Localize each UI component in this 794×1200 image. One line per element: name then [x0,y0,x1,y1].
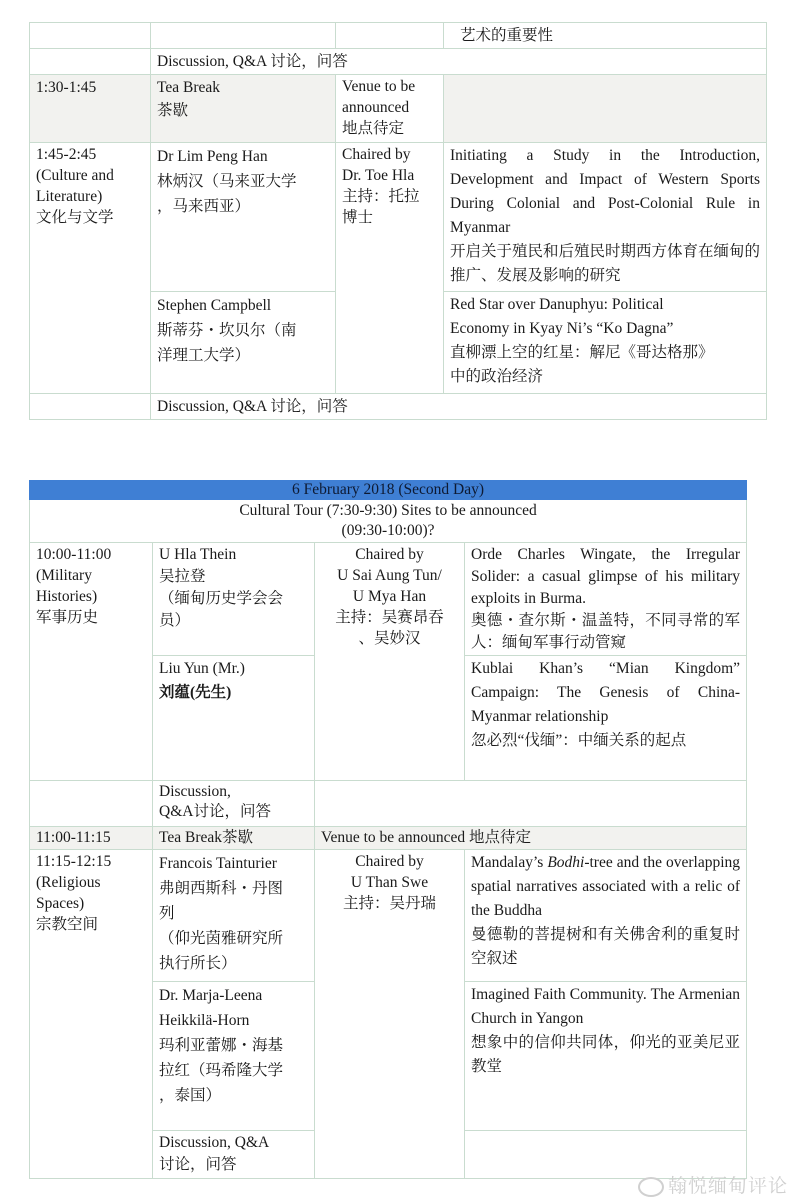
topic-cell: 艺术的重要性 [444,23,767,49]
venue-cell: Venue to be announced 地点待定 [315,827,747,850]
topic-cell: Red Star over Danuphyu: Political Economy in Kyay Ni’s “Ko Dagna” 直柳漂上空的红星：解尼《哥达格那》 中的政治经济 [444,292,767,394]
schedule-table-day2 [29,480,747,1179]
tea-break-cell: Tea Break茶歇 [153,827,315,850]
table-row [30,850,747,982]
empty-cell [315,781,747,827]
table-row [30,543,747,656]
table-row [30,75,767,143]
discussion-cell: Discussion, Q&A 讨论，问答 [151,49,767,75]
chair-cell [336,23,444,49]
discussion-cell: Discussion, Q&A讨论，问答 [153,781,315,827]
topic-cell: Kublai Khan’s “Mian Kingdom” Campaign: The Genesis of China-Myanmar relationship 忽必烈“伐缅”：中缅关系的起点 [465,656,747,781]
speaker-cell: Dr. Marja-Leena Heikkilä-Horn 玛利亚蕾娜・海基 拉红（玛希隆大学 ，泰国） [153,982,315,1131]
session-cell: 11:15-12:15 (Religious Spaces) 宗教空间 [30,850,153,1179]
topic-cell: Orde Charles Wingate, the Irregular Solider: a casual glimpse of his military exploits in Burma. 奥德・查尔斯・温盖特，不同寻常的军人：缅甸军事行动管窥 [465,543,747,656]
session-cell: 1:45-2:45 (Culture and Literature) 文化与文学 [30,143,151,394]
table-row [30,394,767,420]
time-cell [30,23,151,49]
schedule-table-day1 [29,22,767,420]
chat-bubble-icon [638,1177,664,1197]
topic-cell: Mandalay’s Bodhi-tree and the overlapping spatial narratives associated with a relic of the Buddha 曼德勒的菩提树和有关佛舍利的重复时空叙述 [465,850,747,982]
chair-cell: Chaired by Dr. Toe Hla 主持：托拉 博士 [336,143,444,394]
time-cell: 11:00-11:15 [30,827,153,850]
topic-cell: Initiating a Study in the Introduction, Development and Impact of Western Sports During Colonial and Post-Colonial Rule in Myanmar 开启关于殖民和后殖民时期西方体育在缅甸的推广、发展及影响的研究 [444,143,767,292]
table-row [30,143,767,292]
table-row [30,500,747,543]
cultural-tour-cell: Cultural Tour (7:30-9:30) Sites to be announced (09:30-10:00)? [30,500,747,543]
table-row [30,23,767,49]
speaker-cell: Dr Lim Peng Han 林炳汉（马来亚大学 ，马来西亚） [151,143,336,292]
time-cell [30,781,153,827]
speaker-cell: Liu Yun (Mr.) 刘蕴(先生) [153,656,315,781]
tea-break-cell: Tea Break 茶歇 [151,75,336,143]
topic-cell: Imagined Faith Community. The Armenian Church in Yangon 想象中的信仰共同体，仰光的亚美尼亚教堂 [465,982,747,1131]
session-cell: 10:00-11:00 (Military Histories) 军事历史 [30,543,153,781]
venue-cell: Venue to be announced 地点待定 [336,75,444,143]
table-row [30,49,767,75]
discussion-cell: Discussion, Q&A 讨论，问答 [153,1131,315,1179]
time-cell: 1:30-1:45 [30,75,151,143]
table-row [30,481,747,500]
speaker-cell: Stephen Campbell 斯蒂芬・坎贝尔（南 洋理工大学） [151,292,336,394]
time-cell [30,394,151,420]
topic-cell [444,75,767,143]
day-banner: 6 February 2018 (Second Day) [30,481,747,500]
table-row [30,827,747,850]
watermark: 翰悦缅甸评论 [638,1171,788,1198]
speaker-cell: U Hla Thein 吴拉登 （缅甸历史学会会 员） [153,543,315,656]
speaker-cell: Francois Tainturier 弗朗西斯科・丹图 列 （仰光茵雅研究所 执行所长） [153,850,315,982]
discussion-cell: Discussion, Q&A 讨论，问答 [151,394,767,420]
speaker-cell [151,23,336,49]
chair-cell: Chaired by U Sai Aung Tun/ U Mya Han 主持：吴赛昂吞 、吴妙汉 [315,543,465,781]
table-row [30,781,747,827]
time-cell [30,49,151,75]
chair-cell: Chaired by U Than Swe 主持：吴丹瑞 [315,850,465,1179]
